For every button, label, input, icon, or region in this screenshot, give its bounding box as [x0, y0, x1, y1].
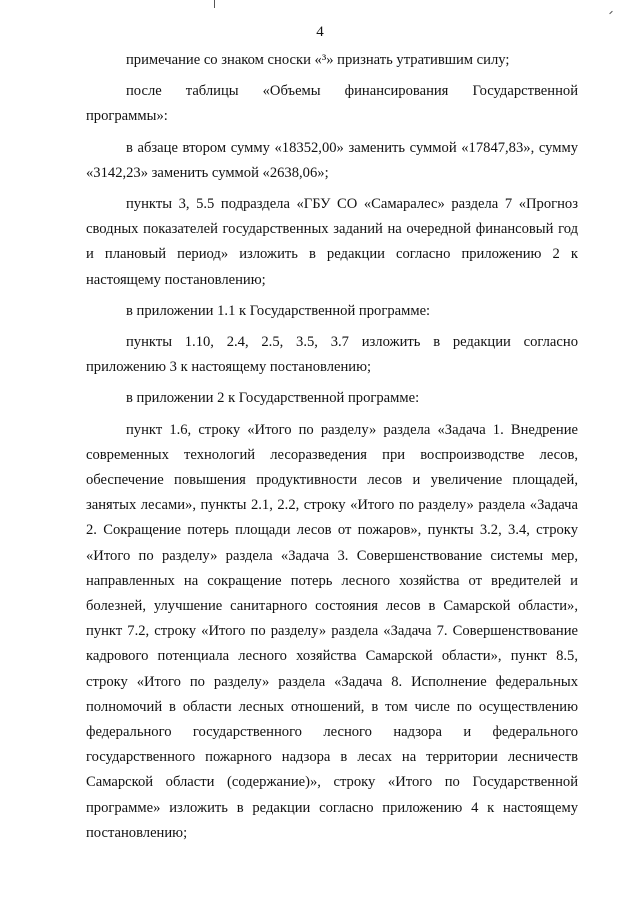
paragraph-after-table: после таблицы «Объемы финансирования Государственной программы»: — [86, 83, 578, 125]
paragraph-second-abstract: в абзаце втором сумму «18352,00» заменить суммой «17847,83», сумму «3142,23» заменить суммой «2638,06»; — [86, 139, 578, 181]
scan-artifact-mark — [214, 0, 215, 8]
paragraph-items-appendix-3: пункты 1.10, 2.4, 2.5, 3.5, 3.7 изложить в редакции согласно приложению 3 к настоящему постановлению; — [86, 334, 578, 376]
paragraph-footnote-note: примечание со знаком сноски «³» признать утратившим силу; — [126, 52, 510, 68]
paragraph-appendix-2: в приложении 2 к Государственной программе: — [126, 390, 420, 407]
paragraph-item-1-6: пункт 1.6, строку «Итого по разделу» раздела «Задача 1. Внедрение современных технологий лесоразведения при воспроизводстве лесов, обеспечение повышения продуктивности лесов и увеличение площадей, занятых лесами», пункты 2.1, 2.2, строку «Итого по разделу» раздела «Задача 2. Сокращение потерь площади лесов от пожаров», пункты 3.2, 3.4, строку «Итого по разделу» раздела «Задача 3. Совершенствование системы мер, направленных на сокращение потерь лесного хозяйства от вредителей и болезней, улучшение санитарного состояния лесов в Самарской области», пункт 7.2, строку «Итого по разделу» раздела «Задача 7. Совершенствование кадрового потенциала лесного хозяйства Самарской области», пункт 8.5, строку «Итого по разделу» раздела «Задача 8. Исполнение федеральных полномочий в области лесных отношений, в том числе по осуществлению федерального государственного лесного надзора и федерального государственного пожарного надзора в лесах на территории лесничеств Самарской области (содержание)», строку «Итого по Государственной программе» изложить в редакции согласно приложению 4 к настоящему постановлению; — [86, 421, 578, 841]
paragraph-items-3-5-5: пункты 3, 5.5 подраздела «ГБУ СО «Самаралес» раздела 7 «Прогноз сводных показателей государственных заданий на очередной финансовый год и плановый период» изложить в редакции согласно приложению 2 к настоящему постановлению; — [86, 196, 578, 288]
page-number: 4 — [316, 24, 324, 40]
paragraph-appendix-1-1: в приложении 1.1 к Государственной программе: — [126, 302, 431, 319]
scan-artifact-mark — [609, 11, 613, 15]
document-body — [86, 48, 578, 846]
